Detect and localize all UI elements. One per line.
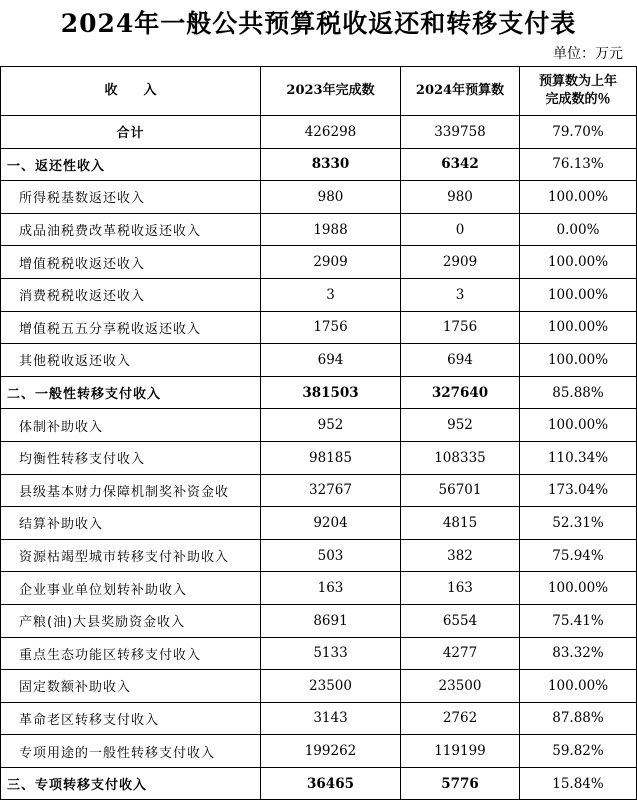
table-row <box>1 539 637 572</box>
row-2024-budget: 339758 <box>401 116 520 149</box>
row-name: 成品油税费改革税收返还收入 <box>1 213 261 246</box>
row-name: 革命老区转移支付收入 <box>1 702 261 735</box>
row-2023-actual: 98185 <box>261 441 401 474</box>
row-ratio: 100.00% <box>520 344 637 377</box>
table-row <box>1 670 637 703</box>
row-name: 企业事业单位划转补助收入 <box>1 572 261 605</box>
row-2023-actual: 426298 <box>261 116 401 149</box>
document-title: 2024年一般公共预算税收返还和转移支付表 <box>60 9 577 38</box>
row-2024-budget: 382 <box>401 539 520 572</box>
row-2023-actual: 8330 <box>261 148 401 181</box>
table-row <box>1 344 637 377</box>
row-ratio: 0.00% <box>520 213 637 246</box>
row-ratio: 87.88% <box>520 702 637 735</box>
row-2024-budget: 108335 <box>401 441 520 474</box>
row-ratio: 52.31% <box>520 507 637 540</box>
budget-table <box>0 66 637 800</box>
table-body <box>1 116 637 800</box>
row-2023-actual: 2909 <box>261 246 401 279</box>
row-2024-budget: 694 <box>401 344 520 377</box>
row-2024-budget: 4815 <box>401 507 520 540</box>
row-2024-budget: 6554 <box>401 604 520 637</box>
row-2023-actual: 1756 <box>261 311 401 344</box>
row-ratio: 100.00% <box>520 311 637 344</box>
table-row <box>1 376 637 409</box>
row-2023-actual: 9204 <box>261 507 401 540</box>
header-ratio: 预算数为上年 完成数的％ <box>520 67 637 116</box>
row-ratio: 100.00% <box>520 246 637 279</box>
row-name: 体制补助收入 <box>1 409 261 442</box>
row-2023-actual: 952 <box>261 409 401 442</box>
row-name: 县级基本财力保障机制奖补资金收 <box>1 474 261 507</box>
row-2023-actual: 503 <box>261 539 401 572</box>
table-row <box>1 702 637 735</box>
row-ratio: 75.94% <box>520 539 637 572</box>
table-row <box>1 735 637 768</box>
row-2024-budget: 6342 <box>401 148 520 181</box>
row-name: 专项用途的一般性转移支付收入 <box>1 735 261 768</box>
row-2024-budget: 23500 <box>401 670 520 703</box>
row-name: 合计 <box>1 116 261 149</box>
row-ratio: 110.34% <box>520 441 637 474</box>
row-name: 一、返还性收入 <box>1 148 261 181</box>
unit-row <box>0 40 637 66</box>
row-2024-budget: 4277 <box>401 637 520 670</box>
row-2023-actual: 32767 <box>261 474 401 507</box>
row-name: 固定数额补助收入 <box>1 670 261 703</box>
row-name: 增值税五五分享税收返还收入 <box>1 311 261 344</box>
row-ratio: 100.00% <box>520 278 637 311</box>
row-ratio: 100.00% <box>520 670 637 703</box>
row-2024-budget: 56701 <box>401 474 520 507</box>
table-row <box>1 637 637 670</box>
row-2024-budget: 980 <box>401 181 520 214</box>
unit-label: 单位：万元 <box>553 46 623 62</box>
row-name: 增值税税收返还收入 <box>1 246 261 279</box>
table-row <box>1 278 637 311</box>
row-2024-budget: 0 <box>401 213 520 246</box>
row-2023-actual: 5133 <box>261 637 401 670</box>
table-row <box>1 767 637 800</box>
row-ratio: 76.13% <box>520 148 637 181</box>
header-income: 收 入 <box>1 67 261 116</box>
header-2024-budget: 2024年预算数 <box>401 67 520 116</box>
row-name: 其他税收返还收入 <box>1 344 261 377</box>
row-2024-budget: 3 <box>401 278 520 311</box>
row-2023-actual: 1988 <box>261 213 401 246</box>
row-ratio: 100.00% <box>520 409 637 442</box>
row-2023-actual: 694 <box>261 344 401 377</box>
row-name: 均衡性转移支付收入 <box>1 441 261 474</box>
row-2023-actual: 36465 <box>261 767 401 800</box>
row-2024-budget: 327640 <box>401 376 520 409</box>
row-2023-actual: 23500 <box>261 670 401 703</box>
table-row <box>1 116 637 149</box>
row-2024-budget: 163 <box>401 572 520 605</box>
table-row <box>1 604 637 637</box>
row-ratio: 173.04% <box>520 474 637 507</box>
table-row <box>1 507 637 540</box>
row-ratio: 75.41% <box>520 604 637 637</box>
row-name: 二、一般性转移支付收入 <box>1 376 261 409</box>
row-2024-budget: 952 <box>401 409 520 442</box>
table-row <box>1 181 637 214</box>
row-name: 产粮(油)大县奖励资金收入 <box>1 604 261 637</box>
table-row <box>1 213 637 246</box>
table-row <box>1 572 637 605</box>
row-2024-budget: 119199 <box>401 735 520 768</box>
row-2023-actual: 163 <box>261 572 401 605</box>
row-name: 结算补助收入 <box>1 507 261 540</box>
row-name: 消费税税收返还收入 <box>1 278 261 311</box>
table-row <box>1 441 637 474</box>
row-name: 所得税基数返还收入 <box>1 181 261 214</box>
header-2023-actual: 2023年完成数 <box>261 67 401 116</box>
row-2023-actual: 980 <box>261 181 401 214</box>
row-2024-budget: 1756 <box>401 311 520 344</box>
table-row <box>1 409 637 442</box>
row-2023-actual: 8691 <box>261 604 401 637</box>
table-row <box>1 148 637 181</box>
row-2024-budget: 2909 <box>401 246 520 279</box>
row-ratio: 100.00% <box>520 572 637 605</box>
row-ratio: 79.70% <box>520 116 637 149</box>
row-ratio: 15.84% <box>520 767 637 800</box>
row-name: 三、专项转移支付收入 <box>1 767 261 800</box>
row-name: 重点生态功能区转移支付收入 <box>1 637 261 670</box>
row-2023-actual: 3143 <box>261 702 401 735</box>
row-2024-budget: 2762 <box>401 702 520 735</box>
row-ratio: 59.82% <box>520 735 637 768</box>
row-2023-actual: 381503 <box>261 376 401 409</box>
row-2023-actual: 199262 <box>261 735 401 768</box>
row-ratio: 100.00% <box>520 181 637 214</box>
row-2023-actual: 3 <box>261 278 401 311</box>
row-2024-budget: 5776 <box>401 767 520 800</box>
row-ratio: 83.32% <box>520 637 637 670</box>
row-ratio: 85.88% <box>520 376 637 409</box>
table-row <box>1 246 637 279</box>
table-row <box>1 474 637 507</box>
row-name: 资源枯竭型城市转移支付补助收入 <box>1 539 261 572</box>
table-row <box>1 311 637 344</box>
table-header-row <box>1 67 637 116</box>
